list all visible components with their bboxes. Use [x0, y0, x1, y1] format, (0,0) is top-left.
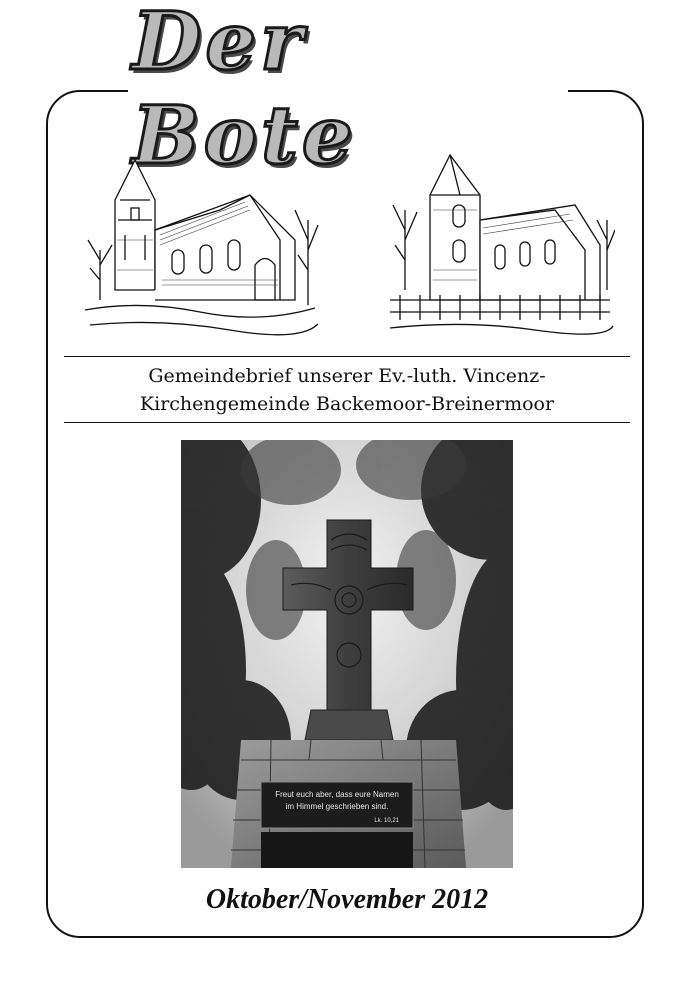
masthead-title: Der Bote: [132, 0, 357, 182]
divider-top: [64, 356, 630, 357]
church-sketch-left: [80, 140, 320, 340]
divider-bottom: [64, 422, 630, 423]
subtitle: [64, 362, 630, 418]
plaque-text-line-2: im Himmel geschrieben sind.: [285, 802, 389, 811]
memorial-cross-photo: [181, 440, 513, 868]
subtitle-line-1: Gemeindebrief unserer Ev.-luth. Vincenz-: [148, 365, 546, 387]
plaque-text-line-1: Freut euch aber, dass eure Namen: [275, 790, 399, 799]
church-sketch-right: [385, 150, 615, 335]
plaque-reference: Lk. 10,21: [374, 818, 399, 824]
subtitle-line-2: Kirchengemeinde Backemoor-Breinermoor: [139, 393, 555, 415]
issue-date: Oktober/November 2012: [205, 884, 489, 915]
